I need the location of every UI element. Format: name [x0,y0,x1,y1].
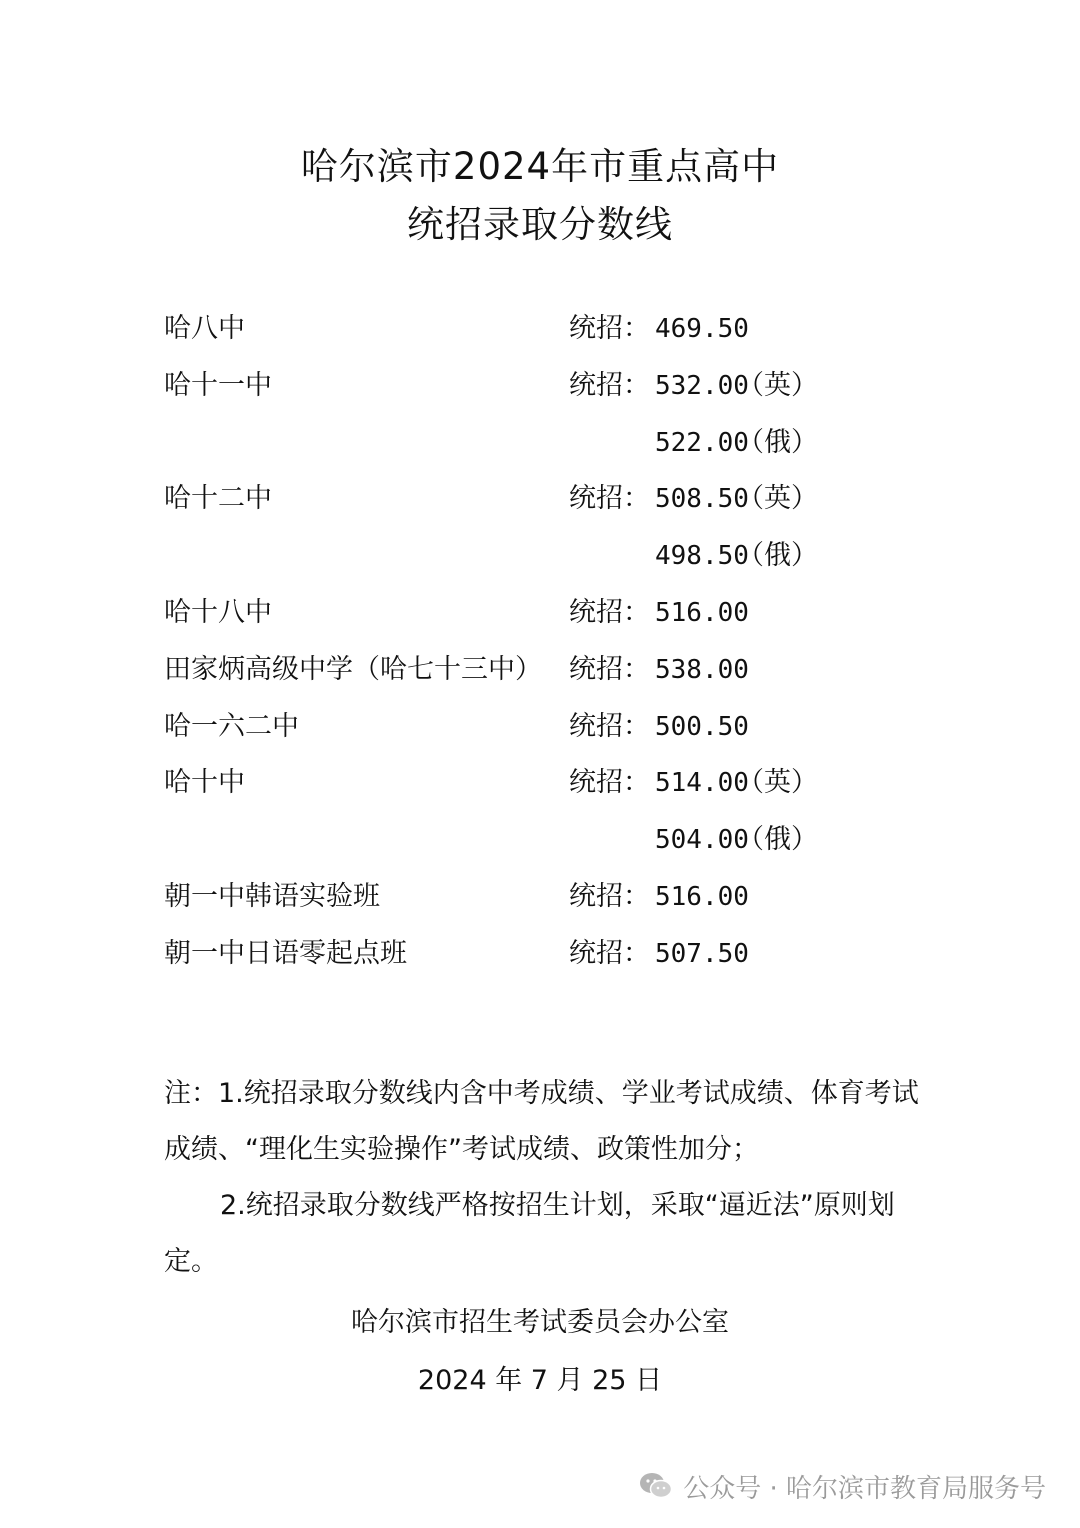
wechat-icon [639,1471,673,1501]
score-value: 522.00 [655,427,749,458]
language-note: （英） [737,369,818,401]
score-row [164,647,924,704]
score-row [164,476,924,533]
admission-label: 统招： [569,710,650,742]
score-value: 498.50 [655,541,749,572]
score-list [164,306,924,988]
issue-date: 2024 年 7 月 25 日 [417,1365,663,1396]
admission-label: 统招： [569,880,650,912]
admission-label: 统招： [569,767,650,799]
score-row [164,817,924,874]
score-value: 538.00 [655,654,749,685]
school-name: 哈八中 [164,313,245,344]
score-row [164,533,924,590]
score-row [164,931,924,988]
school-name: 朝一中韩语实验班 [164,880,380,912]
score-value: 500.50 [655,711,749,742]
score-row [164,420,924,477]
score-value: 504.00 [655,825,749,856]
school-name: 田家炳高级中学（哈七十三中） [164,653,542,685]
admission-label: 统招： [569,369,650,401]
school-name: 哈一六二中 [164,710,299,742]
note-2: 2.统招录取分数线严格按招生计划，采取“逼近法”原则划定。 [164,1190,895,1277]
score-value: 469.50 [655,314,749,344]
language-note: （俄） [737,824,818,856]
score-row [164,590,924,647]
language-note: （英） [737,767,818,799]
language-note: （俄） [737,540,818,572]
score-value: 514.00 [655,768,749,799]
score-value: 508.50 [655,484,749,515]
score-row [164,874,924,931]
page-subtitle: 统招录取分数线 [407,203,673,246]
language-note: （俄） [737,426,818,458]
score-row [164,704,924,761]
admission-label: 统招： [569,313,650,344]
admission-label: 统招： [569,653,650,685]
wechat-watermark [639,1466,1046,1506]
score-value: 532.00 [655,370,749,401]
school-name: 哈十一中 [164,369,272,401]
score-row [164,760,924,817]
score-value: 516.00 [655,597,749,628]
admission-label: 统招： [569,596,650,628]
school-name: 哈十八中 [164,596,272,628]
score-value: 516.00 [655,881,749,912]
note-1: 注：1.统招录取分数线内含中考成绩、学业考试成绩、体育考试成绩、“理化生实验操作”考试成绩、政策性加分； [164,1078,919,1165]
score-row [164,363,924,420]
watermark-text: 公众号 · 哈尔滨市教育局服务号 [683,1473,1046,1504]
school-name: 哈十二中 [164,483,272,515]
score-row [164,306,924,363]
admission-label: 统招： [569,483,650,515]
score-value: 507.50 [655,938,749,969]
language-note: （英） [737,483,818,515]
admission-label: 统招： [569,937,650,969]
page-title: 哈尔滨市2024年市重点高中 [300,145,780,188]
school-name: 哈十中 [164,767,245,799]
issuing-office: 哈尔滨市招生考试委员会办公室 [351,1307,729,1338]
school-name: 朝一中日语零起点班 [164,937,407,969]
